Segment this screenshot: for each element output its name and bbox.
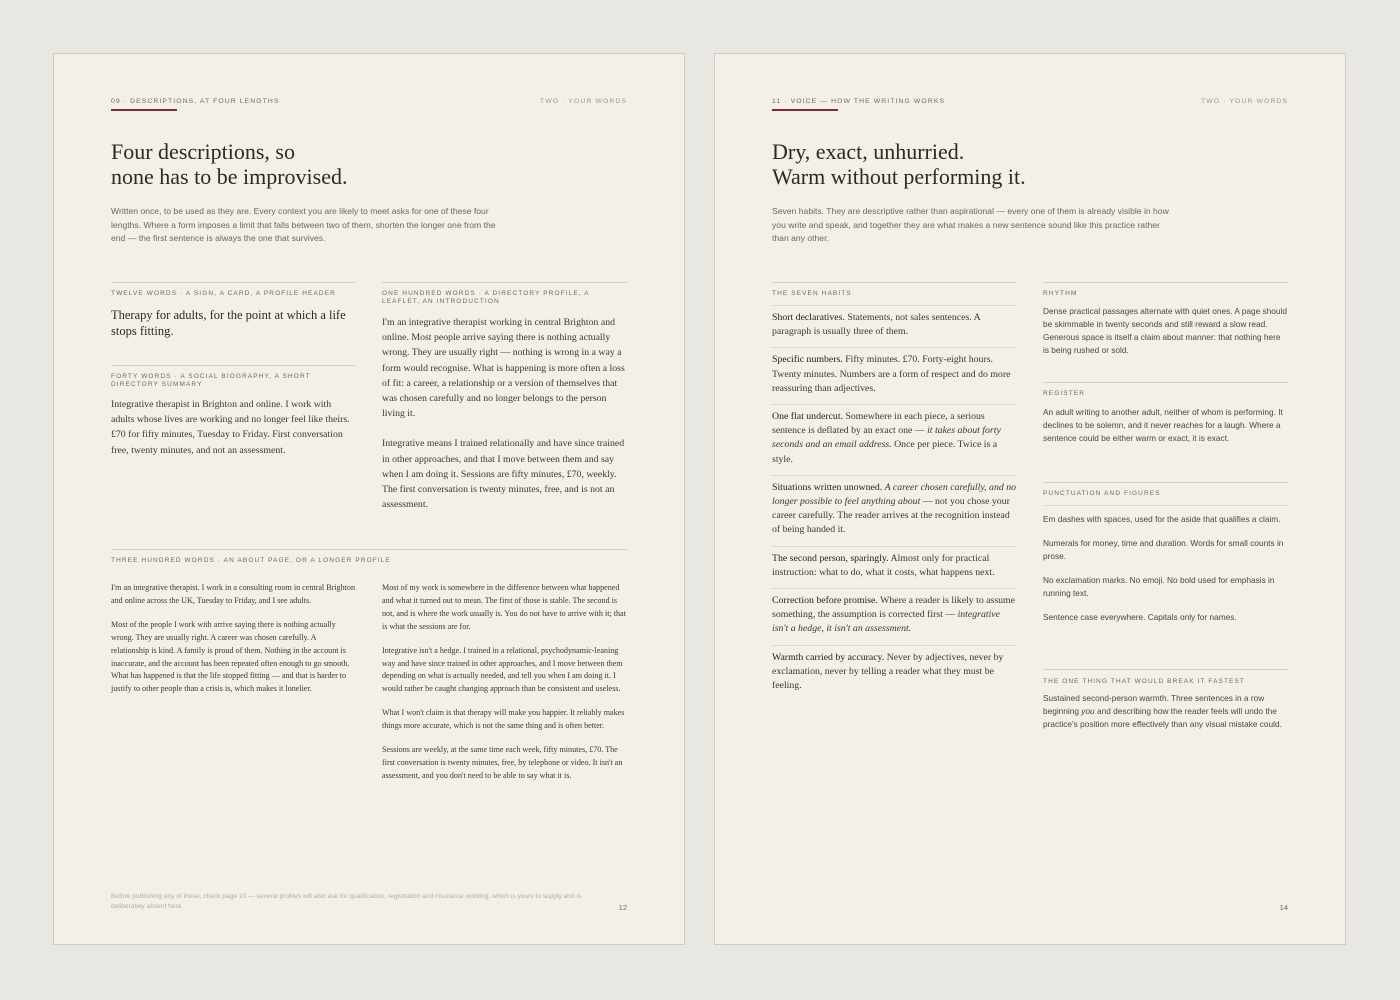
page-title	[772, 139, 1272, 189]
punctuation-item: No exclamation marks. No emoji. No bold used for emphasis in running text.	[1043, 575, 1275, 598]
habit-example: it takes about forty seconds and an email address.	[772, 425, 1001, 451]
habit-lead: Short declaratives.	[772, 312, 845, 323]
running-head-accent-rule	[111, 109, 177, 111]
section-rule	[111, 549, 627, 550]
page-title-line-2: none has to be improvised.	[111, 164, 348, 189]
three-hundred-words-label: THREE HUNDRED WORDS · AN ABOUT PAGE, OR A LONGER PROFILE	[111, 557, 391, 564]
habit-lead: The second person, sparingly.	[772, 552, 889, 564]
running-section: TWO · YOUR WORDS	[540, 98, 627, 105]
habit-item	[772, 476, 1016, 546]
three-hundred-paragraph: Most of my work is somewhere in the difference between what happened and what it turned out to mean. The first of those is stable. The second is not, and is where the work usually is. You do not have to arrive with it; that is what the sessions are for.	[382, 583, 626, 631]
section-rule	[111, 282, 355, 283]
register-text: An adult writing to another adult, neither of whom is performing. It declines to be solemn, and it never reaches for a laugh. Where a sentence could be either warm or exact, it is exact.	[1043, 407, 1283, 443]
hundred-words-paragraph: I'm an integrative therapist working in central Brighton and online. Most people arrive saying there is nothing actually wrong. They are usually right — nothing is wrong in a way a form would recognise. What is happening is more often a loss of fit: a career, a relationship or a version of themselves that was chosen carefully and no longer belongs to the person living it.	[382, 317, 625, 420]
hundred-words-label: ONE HUNDRED WORDS · A DIRECTORY PROFILE, A LEAFLET, AN INTRODUCTION	[382, 290, 590, 305]
section-rule	[1043, 669, 1288, 670]
intro-paragraph: Seven habits. They are descriptive rather than aspirational — every one of them is already visible in how you write and speak, and together they are what makes a new sentence sound like this practice rather than any other.	[772, 206, 1169, 243]
punctuation-item: Em dashes with spaces, used for the aside that qualifies a claim.	[1043, 514, 1281, 524]
register-label: REGISTER	[1043, 390, 1086, 397]
habit-text: Fifty minutes. £70. Forty-eight hours. Twenty minutes. Numbers are a form of respect and do more reassuring than adjectives.	[772, 354, 1011, 394]
three-hundred-paragraph: Integrative isn't a hedge. I trained in a relational, psychodynamic-leaning way and have since trained in other approaches, and I move between them depending on what is actually needed, and tell you when I am doing it. I would rather be caught changing approach than be consistent and useless.	[382, 645, 623, 694]
running-section: TWO · YOUR WORDS	[1201, 98, 1288, 105]
section-rule	[1043, 482, 1288, 483]
page-title-line-1: Dry, exact, unhurried.	[772, 139, 965, 164]
page-title-line-1: Four descriptions, so	[111, 139, 295, 164]
page-number: 14	[1279, 903, 1288, 912]
habit-text: Never by adjectives, never by exclamation, never by telling a reader what they must be feeling.	[772, 651, 1004, 692]
running-head: 09 · DESCRIPTIONS, AT FOUR LENGTHS	[111, 98, 280, 105]
three-hundred-col-1	[111, 582, 355, 707]
three-hundred-paragraph: Most of the people I work with arrive saying there is nothing actually wrong. They are usually right. A career was chosen carefully. A relationship is kind. A family is proud of them. Nothing in the account is inaccurate, and the account has been repeated often enough to go smooth. What has happened is that the life stopped fitting — and that is harder to justify to other people than a crisis is, which makes it lonelier.	[111, 619, 350, 694]
page-title-line-2: Warm without performing it.	[772, 164, 1026, 189]
habit-item	[772, 646, 1016, 702]
habit-item	[772, 547, 1016, 588]
three-hundred-col-2	[382, 582, 627, 794]
habits-label: THE SEVEN HABITS	[772, 290, 852, 297]
section-rule	[1043, 382, 1288, 383]
punctuation-item: Sentence case everywhere. Capitals only for names.	[1043, 612, 1237, 622]
habit-lead: One flat undercut.	[772, 411, 843, 423]
habit-example: A career chosen carefully, and no longer possible to feel anything about	[772, 481, 1016, 508]
forty-words-text: Integrative therapist in Brighton and online. I work with adults whose lives are working and no longer feel like theirs. £70 for fifty minutes, Tuesday to Friday. First conversation free, twenty minutes, and not an assessment.	[111, 399, 350, 456]
section-rule	[1043, 282, 1288, 283]
habit-lead: Specific numbers.	[772, 354, 843, 366]
habit-text: Once per piece. Twice is a style.	[772, 439, 998, 465]
page-title	[111, 139, 611, 189]
page-number: 12	[618, 903, 627, 912]
twelve-words-text: Therapy for adults, for the point at which a life stops fitting.	[111, 308, 346, 338]
habit-text: Almost only for practical instruction: what to do, what it costs, what happens next.	[772, 552, 995, 578]
habit-text: Somewhere in each piece, a serious sentence is deflated by an exact one —	[772, 411, 985, 437]
three-hundred-paragraph: I'm an integrative therapist. I work in a consulting room in central Brighton and online across the UK, Tuesday to Friday, and I see adults.	[111, 583, 355, 605]
rhythm-text: Dense practical passages alternate with quiet ones. A page should be skimmable in twenty seconds and still reward a slow read. Generous space is itself a claim about manner: that nothing here is being rushed or sold.	[1043, 306, 1287, 355]
rhythm-label: RHYTHM	[1043, 290, 1078, 297]
habits-list	[772, 305, 1016, 701]
three-hundred-paragraph: Sessions are weekly, at the same time each week, fifty minutes, £70. The first conversation is twenty minutes, free, by telephone or video. It isn't an assessment, and you don't need to be able to say what it is.	[382, 745, 623, 780]
habit-lead: Situations written unowned.	[772, 481, 883, 493]
twelve-words-label: TWELVE WORDS · A SIGN, A CARD, A PROFILE HEADER	[111, 290, 336, 297]
habit-item	[772, 306, 1016, 347]
hundred-words-text	[382, 315, 627, 523]
break-text	[1043, 692, 1288, 731]
running-head-accent-rule	[772, 109, 838, 111]
habit-text: Statements, not sales sentences. A paragraph is usually three of them.	[772, 312, 981, 338]
habit-lead: Warmth carried by accuracy.	[772, 651, 885, 663]
habit-example: integrative isn't a hedge, it isn't an assessment.	[772, 609, 1001, 635]
habit-text: Where a reader is likely to assume something, the assumption is corrected first —	[772, 595, 1016, 621]
running-head: 11 · VOICE — HOW THE WRITING WORKS	[772, 98, 946, 105]
hundred-words-paragraph: Integrative means I trained relationally and have since trained in other approaches, and that I move between them and say when I am doing it. Sessions are fifty minutes, £70, weekly. The first conversation is twenty minutes, free, and is not an assessment.	[382, 438, 625, 511]
habit-item	[772, 405, 1016, 475]
section-rule	[772, 282, 1016, 283]
break-text-emphasis: you	[1081, 706, 1095, 716]
habit-item	[772, 348, 1016, 404]
three-hundred-paragraph: What I won't claim is that therapy will make you happier. It reliably makes things more accurate, which is not the same thing and is often better.	[382, 708, 625, 731]
left-page	[53, 53, 685, 945]
section-rule	[111, 365, 355, 366]
habit-text: — not you chose your career carefully. The reader arrives at the recognition instead of being handed it.	[772, 496, 1010, 536]
section-rule	[382, 282, 627, 283]
footnote: Before publishing any of these, check page 10 — several profiles will also ask for qualification, registration and insurance wording, which is yours to supply and is deliberately absent here.	[111, 893, 582, 910]
break-text-part: and describing how the reader feels will undo the practice's position more effectively than any visual mistake could.	[1043, 706, 1282, 729]
punctuation-item: Numerals for money, time and duration. Words for small counts in prose.	[1043, 538, 1284, 561]
punctuation-label: PUNCTUATION AND FIGURES	[1043, 490, 1161, 497]
punctuation-list	[1043, 505, 1288, 624]
habit-lead: Correction before promise.	[772, 595, 878, 607]
right-page	[714, 53, 1346, 945]
break-label: THE ONE THING THAT WOULD BREAK IT FASTEST	[1043, 678, 1245, 685]
habit-item	[772, 589, 1016, 645]
forty-words-label: FORTY WORDS · A SOCIAL BIOGRAPHY, A SHORT DIRECTORY SUMMARY	[111, 373, 311, 388]
break-text-part: Sustained second-person warmth. Three sentences in a row beginning	[1043, 693, 1265, 716]
intro-paragraph: Written once, to be used as they are. Every context you are likely to meet asks for one of these four lengths. Where a form imposes a limit that falls between two of them, shorten the longer one from the end — the first sentence is always the one that survives.	[111, 206, 496, 243]
